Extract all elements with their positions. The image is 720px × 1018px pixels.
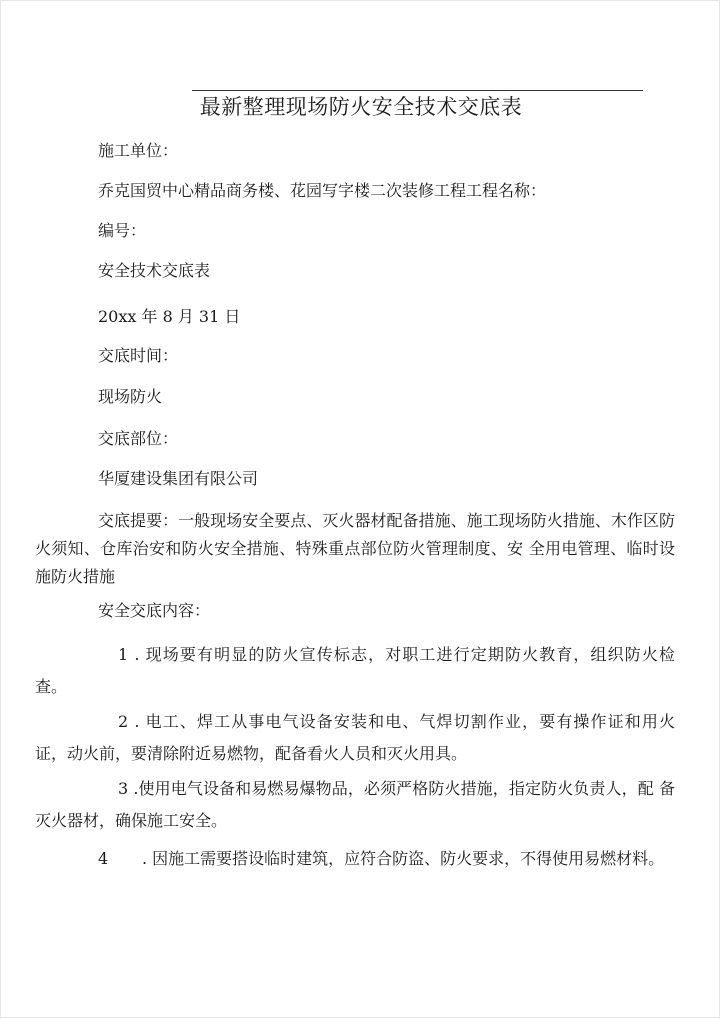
content-item-4 (35, 842, 675, 876)
number-label: 编号： (98, 221, 147, 240)
briefing-summary: 交底提要：一般现场安全要点、灭火器材配备措施、施工现场防火措施、木作区防火须知、仓库治安和防火安全措施、特殊重点部位防火管理制度、安 全用电管理、临时设施防火措施 (35, 511, 675, 586)
content-item-1: 1 . 现场要有明显的防火宣传标志，对职工进行定期防火教育，组织防火检 查。 (35, 645, 675, 696)
content-item-2: 2 . 电工、焊工从事电气设备安装和电、气焊切割作业，要有操作证和用火 证，动火前，要清除附近易燃物，配备看火人员和灭火用具。 (35, 712, 675, 763)
form-name-line: 安全技术交底表 (98, 261, 211, 280)
document-title: 最新整理现场防火安全技术交底表 (199, 95, 523, 119)
date-line: 20xx 年 8 月 31 日 (98, 307, 241, 326)
content-heading: 安全交底内容： (98, 601, 211, 620)
construction-unit-label: 施工单位： (98, 141, 179, 160)
content-item-4-text: . 因施工需要搭设临时建筑，应符合防盗、防火要求，不得使用易燃材料。 (142, 849, 665, 868)
company-name-line: 华厦建设集团有限公司 (98, 469, 259, 488)
content-item-3: 3 .使用电气设备和易燃易爆物品，必须严格防火措施，指定防火负责人，配 备灭火器材，确保施工安全。 (35, 779, 675, 830)
content-item-4-number: 4 (98, 849, 109, 868)
briefing-topic-line: 现场防火 (98, 387, 163, 406)
briefing-time-label: 交底时间： (98, 346, 179, 365)
briefing-location-label: 交底部位： (98, 429, 179, 448)
project-name-line: 乔克国贸中心精品商务楼、花园写字楼二次装修工程工程名称： (98, 181, 547, 200)
